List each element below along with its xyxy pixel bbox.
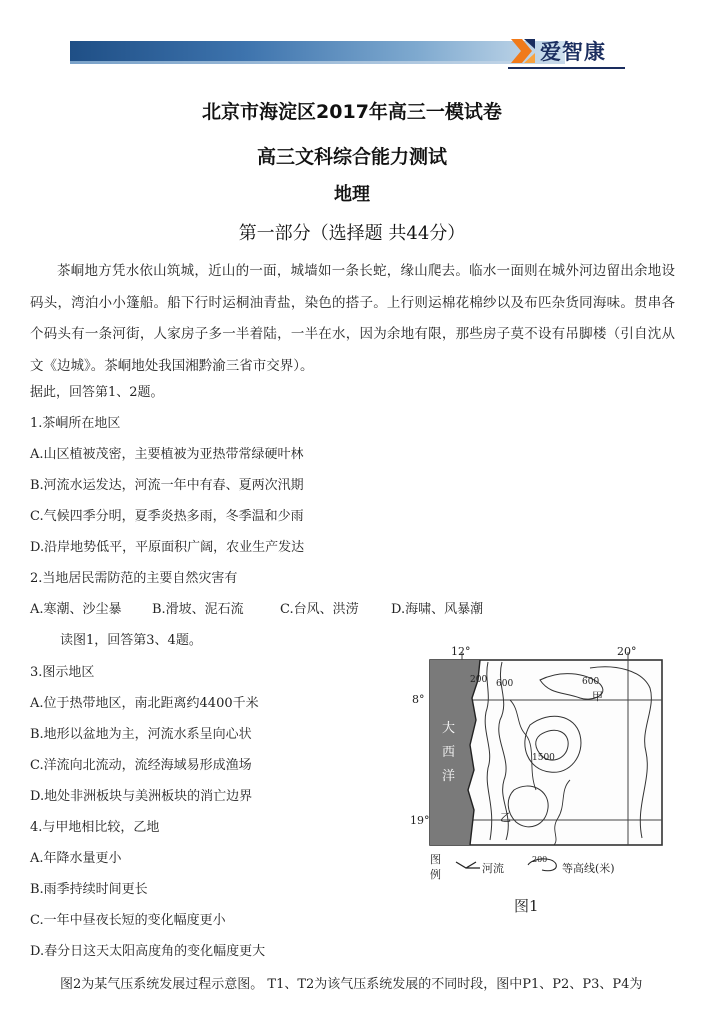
question-1-option-d[interactable]: D.沿岸地势低平，平原面积广阔，农业生产发达 xyxy=(30,540,305,555)
label-contour-200: 200 xyxy=(470,675,488,685)
legend-contour-label: 等高线(米) xyxy=(562,862,615,875)
brand-underline xyxy=(508,67,625,69)
question-1-option-c[interactable]: C.气候四季分明，夏季炎热多雨，冬季温和少雨 xyxy=(30,509,304,524)
question-2-option-a[interactable]: A.寒潮、沙尘暴 xyxy=(30,602,122,617)
question-3-option-a[interactable]: A.位于热带地区，南北距离约4400千米 xyxy=(30,696,259,711)
label-ocean-2: 西 xyxy=(442,745,456,760)
label-place-yi: 乙 xyxy=(500,811,511,824)
header-bar xyxy=(70,41,565,61)
question-2-stem: 2.当地居民需防范的主要自然灾害有 xyxy=(30,571,238,586)
exam-subtitle: 高三文科综合能力测试 xyxy=(256,146,447,168)
label-lon-left: 12° xyxy=(451,645,471,658)
brand-logo xyxy=(508,36,628,66)
question-2-option-d[interactable]: D.海啸、风暴潮 xyxy=(391,602,484,617)
question-3-option-b[interactable]: B.地形以盆地为主，河流水系呈向心状 xyxy=(30,727,252,742)
question-3-option-c[interactable]: C.洋流向北流动，流经海域易形成渔场 xyxy=(30,758,252,773)
question-2-option-b[interactable]: B.滑坡、泥石流 xyxy=(152,602,244,617)
question-3-option-d[interactable]: D.地处非洲板块与美洲板块的消亡边界 xyxy=(30,789,253,804)
question-4-option-a[interactable]: A.年降水量更小 xyxy=(30,851,122,866)
label-contour-600-west: 600 xyxy=(496,679,514,689)
passage-text: 茶峒地方凭水依山筑城，近山的一面，城墙如一条长蛇，缘山爬去。临水一面则在城外河边留出余地设码头，湾泊小小篷船。船下行时运桐油青盐，染色的搭子。上行则运棉花棉纱以及布匹杂货同海味。贯串各个码头有一条河街，人家房子多一半着陆，一半在水，因为余地有限，那些房子莫不设有吊脚楼（引自沈从文《边城》。茶峒地处我国湘黔渝三省市交界）。 xyxy=(30,263,675,374)
label-lon-right: 20° xyxy=(617,645,637,658)
question-4-stem: 4.与甲地相比较，乙地 xyxy=(30,820,160,835)
question-4-option-b[interactable]: B.雨季持续时间更长 xyxy=(30,882,148,897)
instruction-q3-4: 读图1，回答第3、4题。 xyxy=(60,633,202,648)
label-lat-bottom: 19° xyxy=(410,814,430,827)
question-4-option-c[interactable]: C.一年中昼夜长短的变化幅度更小 xyxy=(30,913,226,928)
label-contour-1500: 1500 xyxy=(532,753,555,763)
question-1-stem: 1.茶峒所在地区 xyxy=(30,416,121,431)
figure-1-caption: 图1 xyxy=(514,897,539,915)
legend-contour-value: 200 xyxy=(532,855,548,864)
question-1-option-a[interactable]: A.山区植被茂密，主要植被为亚热带常绿硬叶林 xyxy=(30,447,304,462)
question-4-option-d[interactable]: D.春分日这天太阳高度角的变化幅度更大 xyxy=(30,944,266,959)
label-ocean-3: 洋 xyxy=(442,769,456,784)
question-3-stem: 3.图示地区 xyxy=(30,665,95,680)
section-heading: 第一部分（选择题 共44分） xyxy=(238,223,466,244)
exam-title: 北京市海淀区2017年高三一模试卷 xyxy=(202,101,502,123)
legend-river-icon xyxy=(456,862,480,868)
brand-name: 爱智康 xyxy=(540,40,606,64)
figure-1-map xyxy=(410,640,670,925)
label-ocean-1: 大 xyxy=(442,721,456,736)
question-1-option-b[interactable]: B.河流水运发达，河流一年中有春、夏两次汛期 xyxy=(30,478,304,493)
label-place-jia: 甲 xyxy=(592,690,603,703)
legend-river-label: 河流 xyxy=(482,862,504,875)
header-bar-underline xyxy=(70,61,565,64)
instruction-q1-2: 据此，回答第1、2题。 xyxy=(30,385,164,400)
label-lat-top: 8° xyxy=(412,693,425,706)
label-contour-600-east: 600 xyxy=(582,677,600,687)
subject-title: 地理 xyxy=(334,184,370,205)
brand-mark-icon xyxy=(508,36,538,66)
reading-passage xyxy=(30,256,675,382)
legend-title-2: 例 xyxy=(430,868,441,881)
question-2-option-c[interactable]: C.台风、洪涝 xyxy=(280,602,359,617)
legend-title-1: 图 xyxy=(430,853,441,866)
question-intro-figure-2: 图2为某气压系统发展过程示意图。 T1、T2为该气压系统发展的不同时段，图中P1、P2、P3、P4为 xyxy=(60,977,643,992)
